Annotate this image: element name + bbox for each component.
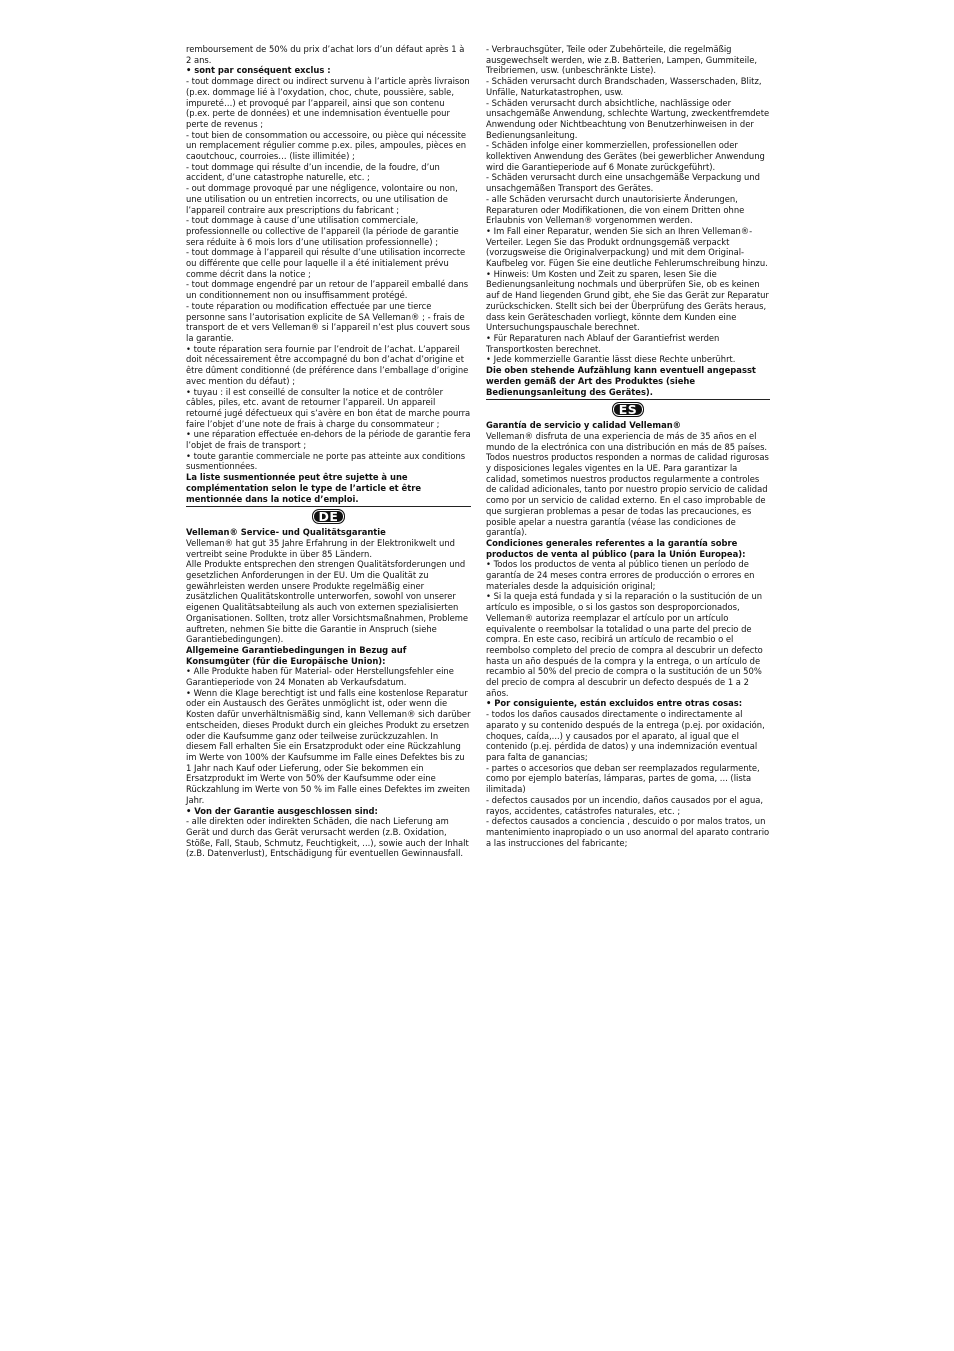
fr-paragraph: • toute garantie commerciale ne porte pas atteinte aux conditions susmentionnées. (186, 450, 466, 472)
es-paragraph: - todos los daños causados directamente o indirectamente al aparato y su contenido después de la entrega (p.ej. por oxidación, choques, caída,...) y causados por el aparato, al igual que el contenido (p.ej. pérdida de datos) y una indemnización eventual para falta de ganancias; (486, 709, 765, 762)
left-column (186, 44, 471, 859)
de-paragraph: • Wenn die Klage berechtigt ist und falls eine kostenlose Reparatur oder ein Austausch des Gerätes unmöglicht ist, oder wenn die Kosten dafür unverhältnismäßig sind, kann Velleman® sich darüber entscheiden, dieses Produkt durch ein gleiches Produkt zu ersetzen oder die Kaufsumme ganz oder teilweise zurückzuzahlen. In diesem Fall erhalten Sie ein Ersatzprodukt oder eine Rückzahlung im Werte von 100% der Kaufsumme im Falle eines Defektes bis zu 1 Jahr nach Kauf oder Lieferung, oder Sie bekommen ein Ersatzprodukt im Werte von 50% der Kaufsumme oder eine Rückzahlung im Werte von 50 % im Falle eines Defektes im zweiten Jahr. (186, 687, 471, 805)
de-language-badge: DE (312, 509, 346, 524)
de-conditions-heading: Allgemeine Garantiebedingungen in Bezug auf Konsumgüter (für die Europäische Union): (186, 644, 407, 666)
de-paragraph: - Schäden verursacht durch eine unsachgemäße Verpackung und unsachgemäßen Transport des Gerätes. (486, 172, 760, 194)
de-final-note: Die oben stehende Aufzählung kann eventuell angepasst werden gemäß der Art des Produktes (siehe Bedienungsanleitung des Gerätes). (486, 365, 756, 397)
fr-final-note: La liste susmentionnée peut être sujette à une complémentation selon le type de l’article et être mentionnée dans la notice d’emploi. (186, 472, 422, 504)
es-conditions-heading: Condiciones generales referentes a la garantía sobre productos de venta al público (para la Unión Europea): (486, 537, 746, 559)
es-paragraph: - defectos causados por un incendio, daños causados por el agua, rayos, accidentes, catástrofes naturales, etc. ; (486, 794, 764, 816)
es-paragraph: Velleman® disfruta de una experiencia de más de 35 años en el mundo de la electrónica con una distribución en más de 85 países. (486, 430, 768, 452)
right-column (486, 44, 770, 848)
section-divider (186, 506, 471, 507)
section-divider (486, 399, 770, 400)
de-paragraph: Velleman® hat gut 35 Jahre Erfahrung in der Elektronikwelt und vertreibt seine Produkte in über 85 Ländern. (186, 537, 455, 559)
fr-excluded-heading: • sont par conséquent exclus : (186, 65, 331, 76)
de-paragraph: • Für Reparaturen nach Ablauf der Garantiefrist werden Transportkosten berechnet. (486, 332, 720, 354)
es-paragraph: • Todos los productos de venta al público tienen un período de garantía de 24 meses contra errores de producción o errores en materiales desde la adquisición original; (486, 559, 755, 591)
es-paragraph: Todos nuestros productos responden a normas de calidad rigurosas y disposiciones legales vigentes en la UE. Para garantizar la calidad, sometimos nuestros productos regularmente a controles de calidad adicionales, tanto por nuestro propio servicio de calidad como por un servicio de calidad externo. En el caso improbable de que surgieran problemas a pesar de todas las precauciones, es posible apelar a nuestra garantía (véase las condiciones de garantía). (486, 452, 769, 538)
fr-paragraph: - tout dommage direct ou indirect survenu à l’article après livraison (p.ex. dommage lié à l’oxydation, choc, chute, poussière, sable, impureté…) et provoqué par l’appareil, ainsi que son contenu (p.ex. perte de données) et une indemnisation éventuelle pour perte de revenus ; (186, 76, 470, 129)
fr-paragraph: - tout bien de consommation ou accessoire, ou pièce qui nécessite un remplacement régulier comme p.ex. piles, ampoules, pièces en caoutchouc, courroies… (liste illimitée) ; (186, 129, 467, 162)
de-excluded-heading: • Von der Garantie ausgeschlossen sind: (186, 805, 378, 816)
de-paragraph: - Verbrauchsgüter, Teile oder Zubehörteile, die regelmäßig ausgewechselt werden, wie z.B. Batterien, Lampen, Gummiteile, Treibriemen, usw. (unbeschränkte Liste). (486, 44, 758, 76)
fr-paragraph: - tout dommage engendré par un retour de l’appareil emballé dans un conditionnement non ou insuffisamment protégé. (186, 279, 469, 301)
de-paragraph: - Schäden verursacht durch Brandschaden, Wasserschaden, Blitz, Unfälle, Naturkatastrophen, usw. (486, 76, 762, 97)
de-paragraph: • Jede kommerzielle Garantie lässt diese Rechte unberührt. (486, 354, 736, 365)
fr-paragraph: - tout dommage qui résulte d’un incendie, de la foudre, d’un accident, d’une catastrophe naturelle, etc. ; (186, 161, 440, 183)
de-heading: Velleman® Service- und Qualitätsgarantie (186, 527, 386, 538)
es-paragraph: - partes o accesorios que deban ser reemplazados regularmente, como por ejemplo baterías, lámparas, partes de goma, ... (lista ilimitada) (486, 762, 760, 795)
de-paragraph: - alle Schäden verursacht durch unautorisierte Änderungen, Reparaturen oder Modifikationen, die von einem Dritten ohne Erlaubnis von Velleman® vorgenommen werden. (486, 193, 745, 226)
es-language-badge-row (486, 402, 770, 418)
fr-paragraph: - tout dommage à l’appareil qui résulte d’une utilisation incorrecte ou différente que celle pour laquelle il a été initialement prévu comme décrit dans la notice ; (186, 247, 466, 279)
de-paragraph: • Alle Produkte haben für Material- oder Herstellungsfehler eine Garantieperiode von 24 Monaten ab Verkaufsdatum. (186, 666, 454, 688)
de-paragraph: - Schäden verursacht durch absichtliche, nachlässige oder unsachgemäße Anwendung, schlechte Wartung, zweckentfremdete Anwendung oder Nichtbeachtung von Benutzerhinweisen in der Bedienungsanleitung. (486, 97, 770, 140)
fr-paragraph: - tout dommage à cause d’une utilisation commerciale, professionnelle ou collective de l’appareil (la période de garantie sera réduite à 6 mois lors d’une utilisation professionnelle) ; (186, 215, 459, 247)
es-paragraph: • Si la queja está fundada y si la reparación o la sustitución de un artículo es imposible, o si los gastos son desproporcionados, Velleman® autoriza reemplazar el artículo por un artículo equivalente o reembolsar la totalidad o una parte del precio de compra. En este caso, recibirá un artículo de recambio o el reembolso completo del precio de compra al descubrir un defecto hasta un año después de la compra y la entrega, o un artículo de recambio al 50% del precio de compra o la sustitución de un 50% del precio de compra al descubrir un defecto después de 1 a 2 años. (486, 591, 763, 698)
es-paragraph: - defectos causados a conciencia , descuido o por malos tratos, un mantenimiento inapropiado o un uso anormal del aparato contrario a las instrucciones del fabricante; (486, 816, 770, 848)
fr-paragraph: - toute réparation ou modification effectuée par une tierce personne sans l’autorisation explicite de SA Velleman® ; - frais de transport de et vers Velleman® si l’appareil n’est plus couvert sous la garantie. (186, 300, 470, 343)
de-paragraph: • Im Fall einer Reparatur, wenden Sie sich an Ihren Velleman®-Verteiler. Legen Sie das Produkt ordnungsgemäß verpackt (vorzugsweise die Originalverpackung) und mit dem Original-Kaufbeleg vor. Fügen Sie eine deutliche Fehlerumschreibung hinzu. (486, 225, 768, 269)
de-paragraph: • Hinweis: Um Kosten und Zeit zu sparen, lesen Sie die Bedienungsanleitung nochmals und überprüfen Sie, ob es keinen auf de Hand liegenden Grund gibt, ehe Sie das Gerät zur Reparatur zurückschicken. Stellt sich bei der Überprüfung des Geräts heraus, dass kein Geräteschaden vorliegt, könnte dem Kunden eine Untersuchungspauschale berechnet. (486, 268, 769, 333)
es-heading: Garantía de servicio y calidad Velleman® (486, 420, 682, 431)
fr-paragraph: • toute réparation sera fournie par l’endroit de l’achat. L’appareil doit nécessairement être accompagné du bon d’achat d’origine et être dûment conditionné (de préférence dans l’emballage d’origine avec mention du défaut) ; (186, 343, 469, 386)
fr-paragraph: - out dommage provoqué par une négligence, volontaire ou non, une utilisation ou un entretien incorrects, ou une utilisation de l’appareil contraire aux prescriptions du fabricant ; (186, 183, 458, 215)
fr-paragraph: remboursement de 50% du prix d’achat lors d’un défaut après 1 à 2 ans. (186, 44, 465, 65)
fr-paragraph: • tuyau : il est conseillé de consulter la notice et de contrôler câbles, piles, etc. avant de retourner l’appareil. Un appareil retourné jugé défectueux qui s’avère en bon état de marche pourra faire l’objet d’une note de frais à charge du consommateur ; (186, 386, 471, 429)
es-excluded-heading: • Por consiguiente, están excluidos entre otras cosas: (486, 698, 743, 709)
de-language-badge-row (186, 509, 471, 525)
de-paragraph: - Schäden infolge einer kommerziellen, professionellen oder kollektiven Anwendung des Gerätes (bei gewerblicher Anwendung wird die Garantieperiode auf 6 Monate zurückgeführt). (486, 140, 765, 172)
fr-paragraph: • une réparation effectuée en-dehors de la période de garantie fera l’objet de frais de transport ; (186, 429, 471, 451)
es-language-badge: ES (612, 402, 645, 417)
de-paragraph: - alle direkten oder indirekten Schäden, die nach Lieferung am Gerät und durch das Gerät verursacht werden (z.B. Oxidation, Stöße, Fall, Staub, Schmutz, Feuchtigkeit, ...), sowie auch der Inhalt (z.B. Datenverlust), Entschädigung für eventuellen Gewinnausfall. (186, 816, 469, 859)
de-paragraph: Alle Produkte entsprechen den strengen Qualitätsforderungen und gesetzlichen Anforderungen in der EU. Um die Qualität zu gewährleisten werden unsere Produkte regelmäßig einer zusätzlichen Qualitätskontrolle unterworfen, sowohl von unserer eigenen Qualitätsabteilung als auch von externen spezialisierten Organisationen. Sollten, trotz aller Vorsichtsmaßnahmen, Probleme auftreten, nehmen Sie bitte die Garantie in Anspruch (siehe Garantiebedingungen). (186, 559, 469, 645)
